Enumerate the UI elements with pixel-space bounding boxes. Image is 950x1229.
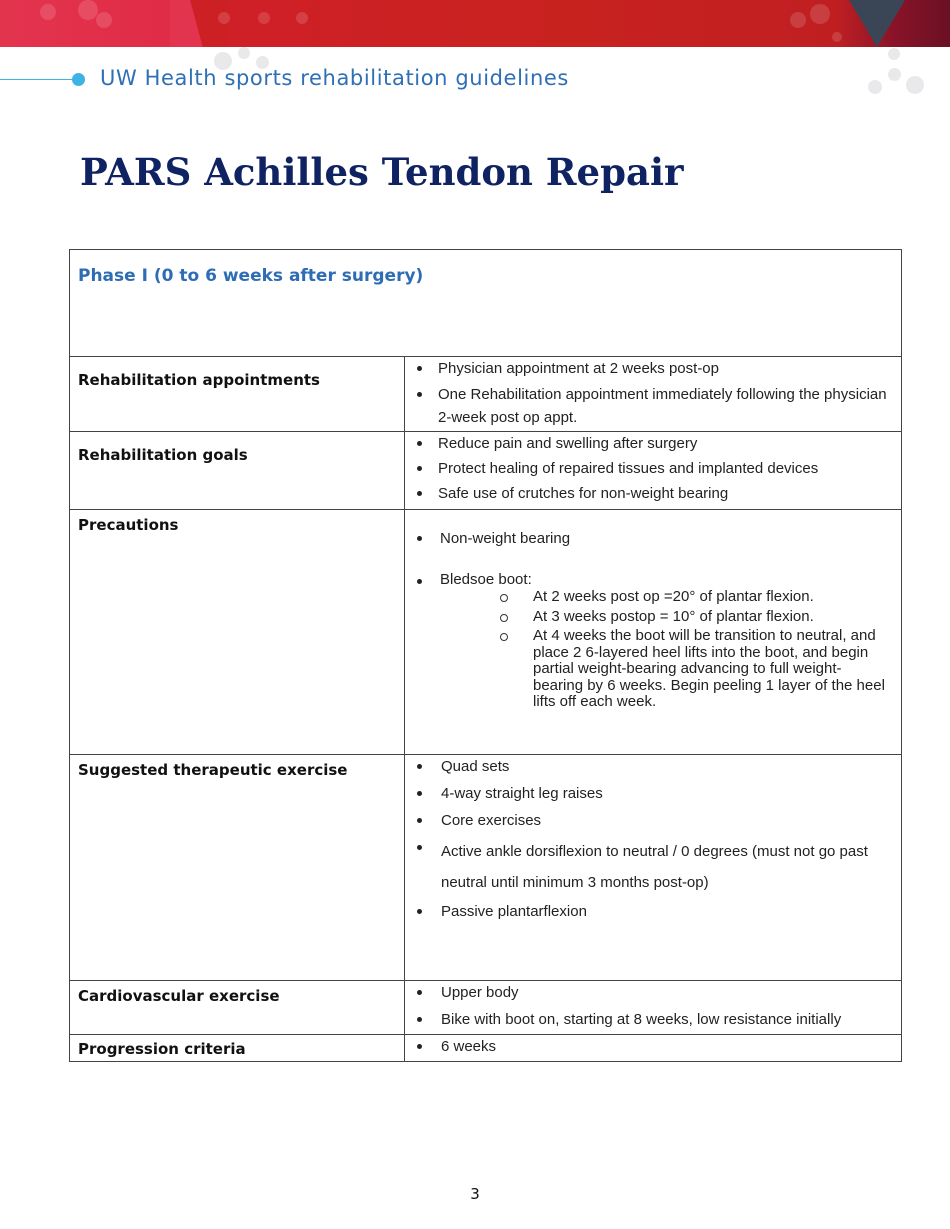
page-number: 3: [470, 1185, 480, 1203]
list-item: Active ankle dorsiflexion to neutral / 0 degrees (must not go past neutral until minimum 3 months post-op): [413, 836, 889, 898]
list-item: 6 weeks: [413, 1035, 889, 1058]
row-content: [405, 510, 902, 755]
table-row: [70, 432, 902, 510]
list-item: Passive plantarflexion: [413, 900, 889, 923]
row-label-rehabilitation-goals: Rehabilitation goals: [70, 432, 405, 510]
document-title: PARS Achilles Tendon Repair: [80, 150, 684, 194]
header-title: UW Health sports rehabilitation guidelines: [100, 66, 569, 90]
banner-hex-decoration: [810, 4, 830, 24]
list-item: Quad sets: [413, 755, 889, 778]
banner-hex-decoration: [96, 12, 112, 28]
table-row: [70, 357, 902, 432]
banner-hex-decoration: [790, 12, 806, 28]
list-item: Upper body: [413, 981, 889, 1004]
banner-hex-decoration: [832, 32, 842, 42]
sub-list-item: At 4 weeks the boot will be transition to neutral, and place 2 6-layered heel lifts into the boot, and begin partial weight-bearing advancing to full weight-bearing by 6 weeks. Begin peeling 1 layer of the heel lifts off each week.: [525, 628, 889, 711]
phase-row: [70, 250, 902, 357]
sub-list-item: At 2 weeks post op =20° of plantar flexion.: [525, 589, 889, 606]
list-item: Protect healing of repaired tissues and implanted devices: [413, 457, 889, 480]
hex-decoration: [868, 80, 882, 94]
banner-hex-decoration: [78, 0, 98, 20]
row-content: [405, 981, 902, 1035]
list-item: One Rehabilitation appointment immediately following the physician 2-week post op appt.: [413, 383, 889, 429]
phase-heading: Phase I (0 to 6 weeks after surgery): [70, 250, 902, 357]
table-row: [70, 981, 902, 1035]
list-item: Core exercises: [413, 809, 889, 832]
list-item: Bledsoe boot:: [413, 570, 889, 589]
row-label-rehabilitation-appointments: Rehabilitation appointments: [70, 357, 405, 432]
hex-decoration: [888, 48, 900, 60]
banner-hex-decoration: [218, 12, 230, 24]
row-label-precautions: Precautions: [70, 510, 405, 755]
banner-hex-decoration: [40, 4, 56, 20]
list-item: 4-way straight leg raises: [413, 782, 889, 805]
banner-hex-decoration: [258, 12, 270, 24]
header-line: [0, 79, 74, 80]
row-content: [405, 1035, 902, 1062]
list-item: Bike with boot on, starting at 8 weeks, low resistance initially: [413, 1008, 889, 1031]
list-item: Non-weight bearing: [413, 527, 889, 550]
row-label-cardiovascular-exercise: Cardiovascular exercise: [70, 981, 405, 1035]
header-banner: [0, 0, 950, 47]
banner-hex-decoration: [296, 12, 308, 24]
banner-triangle: [849, 0, 905, 47]
table-row: [70, 1035, 902, 1062]
hex-decoration: [888, 68, 901, 81]
sub-list-item: At 3 weeks postop = 10° of plantar flexion.: [525, 609, 889, 626]
row-content: [405, 432, 902, 510]
guideline-table: [69, 249, 902, 1062]
list-item: Physician appointment at 2 weeks post-op: [413, 357, 889, 380]
table-row: [70, 755, 902, 981]
hex-decoration: [238, 47, 250, 59]
table-row: [70, 510, 902, 755]
row-content: [405, 755, 902, 981]
list-item: Safe use of crutches for non-weight bearing: [413, 482, 889, 505]
hex-decoration: [906, 76, 924, 94]
list-item: Reduce pain and swelling after surgery: [413, 432, 889, 455]
row-label-progression-criteria: Progression criteria: [70, 1035, 405, 1062]
row-label-suggested-therapeutic-exercise: Suggested therapeutic exercise: [70, 755, 405, 981]
header-dot: [72, 73, 85, 86]
row-content: [405, 357, 902, 432]
